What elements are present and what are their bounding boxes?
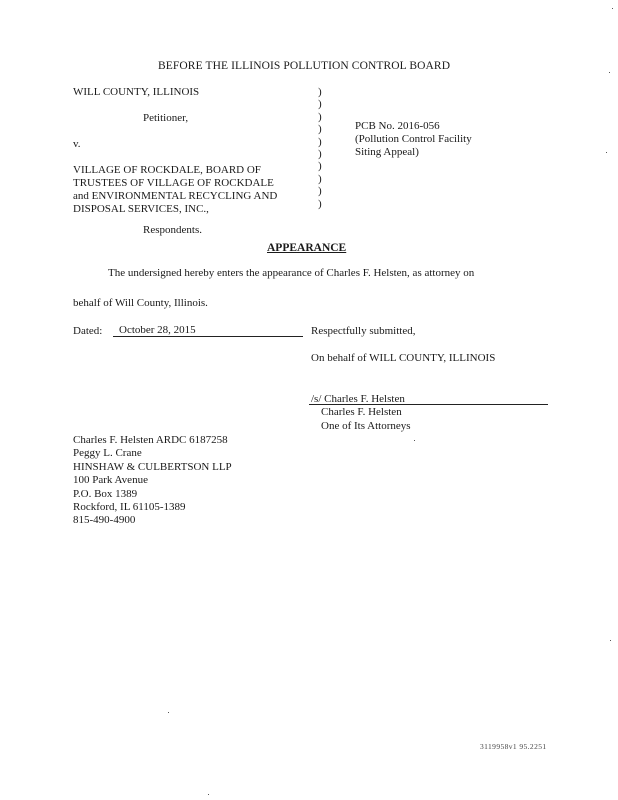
- attorney-address-block: [73, 434, 232, 528]
- case-description: (Pollution Control Facility: [355, 133, 472, 145]
- caption-paren: ): [318, 86, 322, 98]
- electronic-signature: /s/ Charles F. Helsten: [311, 393, 405, 405]
- scan-speck: [609, 72, 610, 73]
- document-number: 3119958v1 95.2251: [480, 742, 547, 751]
- scan-speck: [612, 8, 613, 9]
- scan-speck: [168, 712, 169, 713]
- caption-paren: ): [318, 160, 322, 173]
- dated-label: Dated:: [73, 325, 103, 337]
- address-line: Charles F. Helsten ARDC 6187258: [73, 434, 228, 446]
- case-description: Siting Appeal): [355, 146, 419, 158]
- caption-paren: ): [318, 110, 322, 123]
- respondent-line: VILLAGE OF ROCKDALE, BOARD OF: [73, 164, 261, 176]
- appearance-paragraph: The undersigned hereby enters the appearance of Charles F. Helsten, as attorney on: [108, 267, 475, 279]
- caption-paren: ): [318, 197, 322, 210]
- caption-paren: ): [318, 135, 322, 148]
- address-line: 815-490-4900: [73, 514, 136, 527]
- caption-paren: ): [318, 123, 322, 136]
- closing-text: Respectfully submitted,: [311, 325, 416, 337]
- case-caption-parties: [73, 86, 277, 237]
- signature-line: [309, 404, 548, 405]
- date-value: October 28, 2015: [119, 324, 196, 336]
- case-number: PCB No. 2016-056: [355, 120, 440, 132]
- address-line: P.O. Box 1389: [73, 487, 138, 500]
- address-line: 100 Park Avenue: [73, 474, 148, 487]
- petitioner-name: WILL COUNTY, ILLINOIS: [73, 86, 200, 98]
- signer-role: One of Its Attorneys: [321, 420, 411, 432]
- caption-parentheses: [318, 86, 322, 210]
- address-line: HINSHAW & CULBERTSON LLP: [73, 460, 232, 473]
- document-title: APPEARANCE: [267, 242, 347, 254]
- respondent-line: TRUSTEES OF VILLAGE OF ROCKDALE: [73, 177, 274, 189]
- respondent-line: and ENVIRONMENTAL RECYCLING AND: [73, 190, 278, 202]
- caption-paren: ): [318, 172, 322, 185]
- address-line: Rockford, IL 61105-1389: [73, 501, 186, 514]
- scan-speck: [208, 794, 209, 795]
- respondent-line: DISPOSAL SERVICES, INC.,: [73, 203, 209, 215]
- on-behalf-text: On behalf of WILL COUNTY, ILLINOIS: [311, 352, 496, 364]
- respondent-role: Respondents.: [143, 224, 202, 236]
- scan-speck: [414, 440, 415, 441]
- date-underline: [113, 336, 303, 337]
- case-info: [355, 120, 472, 159]
- caption-paren: ): [318, 98, 322, 111]
- caption-paren: ): [318, 148, 322, 161]
- caption-paren: ): [318, 185, 322, 198]
- versus-label: v.: [73, 138, 81, 150]
- scan-speck: [610, 640, 611, 641]
- scan-speck: [606, 152, 607, 153]
- signer-name: Charles F. Helsten: [321, 406, 402, 418]
- address-line: Peggy L. Crane: [73, 447, 142, 460]
- court-header: BEFORE THE ILLINOIS POLLUTION CONTROL BOARD: [158, 60, 451, 72]
- appearance-paragraph-continued: behalf of Will County, Illinois.: [73, 297, 208, 309]
- petitioner-role: Petitioner,: [143, 112, 189, 124]
